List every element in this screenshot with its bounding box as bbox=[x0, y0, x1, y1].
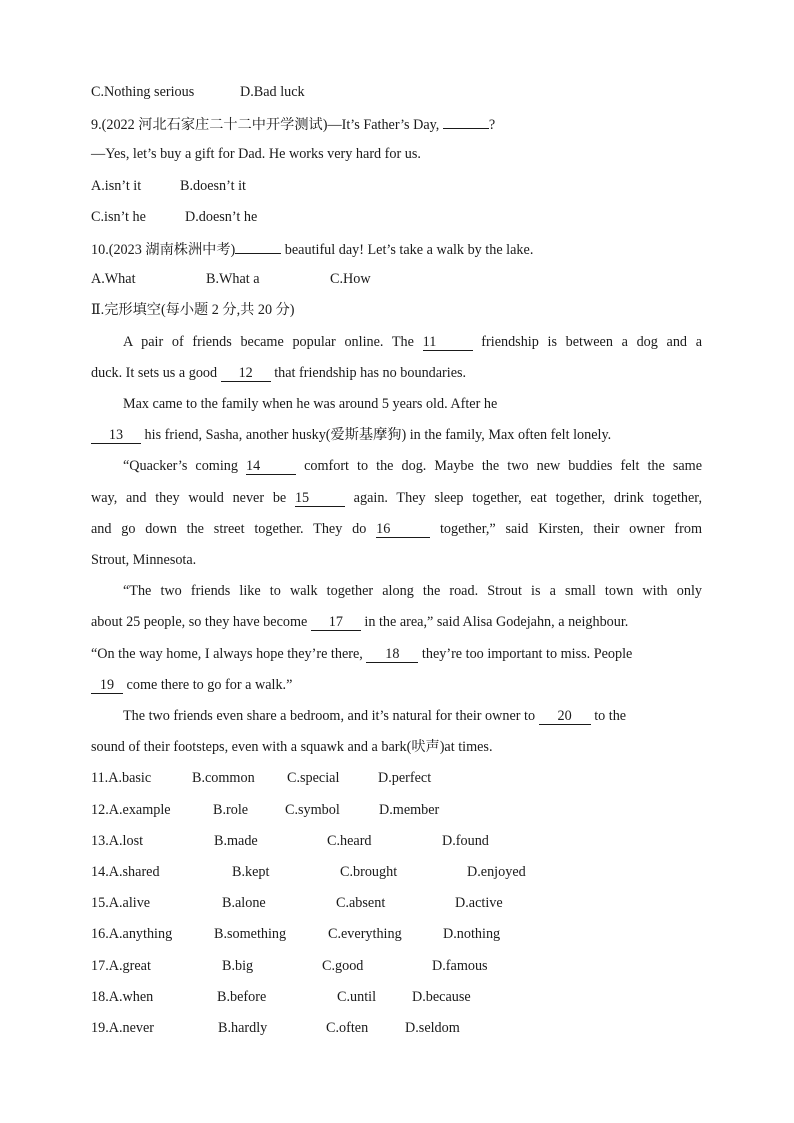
passage-text: to the bbox=[590, 708, 627, 724]
option-a: 13.A.lost bbox=[91, 833, 144, 849]
option-c: C.good bbox=[322, 958, 364, 974]
option-a: 15.A.alive bbox=[91, 895, 151, 911]
option-a: 12.A.example bbox=[91, 802, 171, 818]
blank-12: 12 bbox=[221, 365, 271, 382]
passage-text: comfort to the dog. Maybe the two new buddies felt the same bbox=[296, 458, 702, 474]
passage-text: again. They sleep together, eat together, drink together, bbox=[344, 490, 703, 506]
answer-blank bbox=[235, 238, 281, 254]
passage-line bbox=[91, 675, 292, 695]
passage-line bbox=[123, 706, 626, 726]
option-a: 16.A.anything bbox=[91, 926, 173, 942]
option-a: 14.A.shared bbox=[91, 864, 160, 880]
question-10-end: beautiful day! Let’s take a walk by the lake. bbox=[281, 242, 534, 258]
passage-text: his friend, Sasha, another husky(爱斯基摩狗) in the family, Max often felt lonely. bbox=[141, 427, 612, 443]
option-b: B.alone bbox=[222, 895, 266, 911]
passage-text: friendship is between a dog and a bbox=[472, 334, 702, 350]
blank-20: 20 bbox=[539, 708, 591, 725]
passage-line bbox=[91, 363, 466, 383]
option-c: C.absent bbox=[336, 895, 386, 911]
passage-text: “On the way home, I always hope they’re there, bbox=[91, 646, 367, 662]
passage-text: come there to go for a walk.” bbox=[123, 677, 293, 693]
passage-text: they’re too important to miss. People bbox=[418, 646, 633, 662]
passage-line bbox=[91, 644, 632, 664]
passage-line bbox=[91, 612, 628, 632]
option-b: B.before bbox=[217, 989, 267, 1005]
option-d: D.seldom bbox=[405, 1020, 460, 1036]
blank-16: 16 bbox=[376, 521, 430, 538]
option-c: C.brought bbox=[340, 864, 398, 880]
option-b: B.hardly bbox=[218, 1020, 268, 1036]
passage-text: The two friends even share a bedroom, and it’s natural for their owner to bbox=[123, 708, 539, 724]
option-d: D.famous bbox=[432, 958, 488, 974]
passage-text: about 25 people, so they have become bbox=[91, 614, 311, 630]
question-9-reply: —Yes, let’s buy a gift for Dad. He works very hard for us. bbox=[91, 146, 421, 162]
passage-line bbox=[91, 488, 702, 508]
passage-line bbox=[91, 425, 611, 445]
question-10 bbox=[91, 238, 533, 260]
option-b: B.made bbox=[214, 833, 258, 849]
option-d: D.perfect bbox=[378, 770, 432, 786]
passage-line: sound of their footsteps, even with a squawk and a bark(吠声)at times. bbox=[91, 739, 493, 755]
q10-option-c: C.How bbox=[330, 271, 371, 287]
q9-option-b: B.doesn’t it bbox=[180, 178, 246, 194]
option-d: D.enjoyed bbox=[467, 864, 526, 880]
option-b: B.big bbox=[222, 958, 254, 974]
passage-line bbox=[123, 332, 702, 352]
option-b: B.kept bbox=[232, 864, 270, 880]
q8-option-d: D.Bad luck bbox=[240, 84, 305, 100]
passage-text: duck. It sets us a good bbox=[91, 365, 221, 381]
option-b: B.something bbox=[214, 926, 287, 942]
blank-14: 14 bbox=[246, 458, 296, 475]
passage-text: “Quacker’s coming bbox=[123, 458, 247, 474]
option-a: 18.A.when bbox=[91, 989, 154, 1005]
option-a: 17.A.great bbox=[91, 958, 151, 974]
blank-13: 13 bbox=[91, 427, 141, 444]
passage-text: in the area,” said Alisa Godejahn, a neighbour. bbox=[360, 614, 629, 630]
passage-text: and go down the street together. They do bbox=[91, 521, 377, 537]
blank-18: 18 bbox=[366, 646, 418, 663]
q9-option-a: A.isn’t it bbox=[91, 178, 142, 194]
passage-text: that friendship has no boundaries. bbox=[270, 365, 467, 381]
option-d: D.found bbox=[442, 833, 489, 849]
passage-text: way, and they would never be bbox=[91, 490, 295, 506]
passage-line bbox=[123, 456, 702, 476]
option-a: 19.A.never bbox=[91, 1020, 155, 1036]
question-9-end: ? bbox=[488, 117, 496, 133]
option-d: D.active bbox=[455, 895, 503, 911]
option-c: C.symbol bbox=[285, 802, 340, 818]
question-10-stem: 10.(2023 湖南株洲中考) bbox=[91, 242, 236, 258]
blank-19: 19 bbox=[91, 677, 123, 694]
blank-11: 11 bbox=[423, 334, 473, 351]
section-title: Ⅱ.完形填空(每小题 2 分,共 20 分) bbox=[91, 302, 295, 318]
option-b: B.common bbox=[192, 770, 255, 786]
option-d: D.because bbox=[412, 989, 471, 1005]
option-d: D.nothing bbox=[443, 926, 501, 942]
option-a: 11.A.basic bbox=[91, 770, 152, 786]
option-c: C.special bbox=[287, 770, 340, 786]
passage-text: A pair of friends became popular online. The bbox=[123, 334, 423, 350]
q9-option-d: D.doesn’t he bbox=[185, 209, 258, 225]
q10-option-a: A.What bbox=[91, 271, 136, 287]
blank-15: 15 bbox=[295, 490, 345, 507]
option-c: C.everything bbox=[328, 926, 402, 942]
option-d: D.member bbox=[379, 802, 440, 818]
option-c: C.until bbox=[337, 989, 377, 1005]
option-c: C.heard bbox=[327, 833, 372, 849]
q10-option-b: B.What a bbox=[206, 271, 260, 287]
passage-line: Max came to the family when he was around 5 years old. After he bbox=[123, 396, 498, 412]
passage-text: together,” said Kirsten, their owner from bbox=[430, 521, 702, 537]
question-9 bbox=[91, 113, 495, 135]
option-b: B.role bbox=[213, 802, 249, 818]
answer-blank bbox=[443, 113, 489, 129]
passage-line bbox=[91, 519, 702, 539]
passage-line: “The two friends like to walk together along the road. Strout is a small town with only bbox=[123, 583, 702, 599]
question-9-stem: 9.(2022 河北石家庄二十二中开学测试)—It’s Father’s Day, bbox=[91, 117, 443, 133]
option-c: C.often bbox=[326, 1020, 369, 1036]
q9-option-c: C.isn’t he bbox=[91, 209, 146, 225]
q8-option-c: C.Nothing serious bbox=[91, 84, 195, 100]
blank-17: 17 bbox=[311, 614, 361, 631]
passage-line: Strout, Minnesota. bbox=[91, 552, 197, 568]
